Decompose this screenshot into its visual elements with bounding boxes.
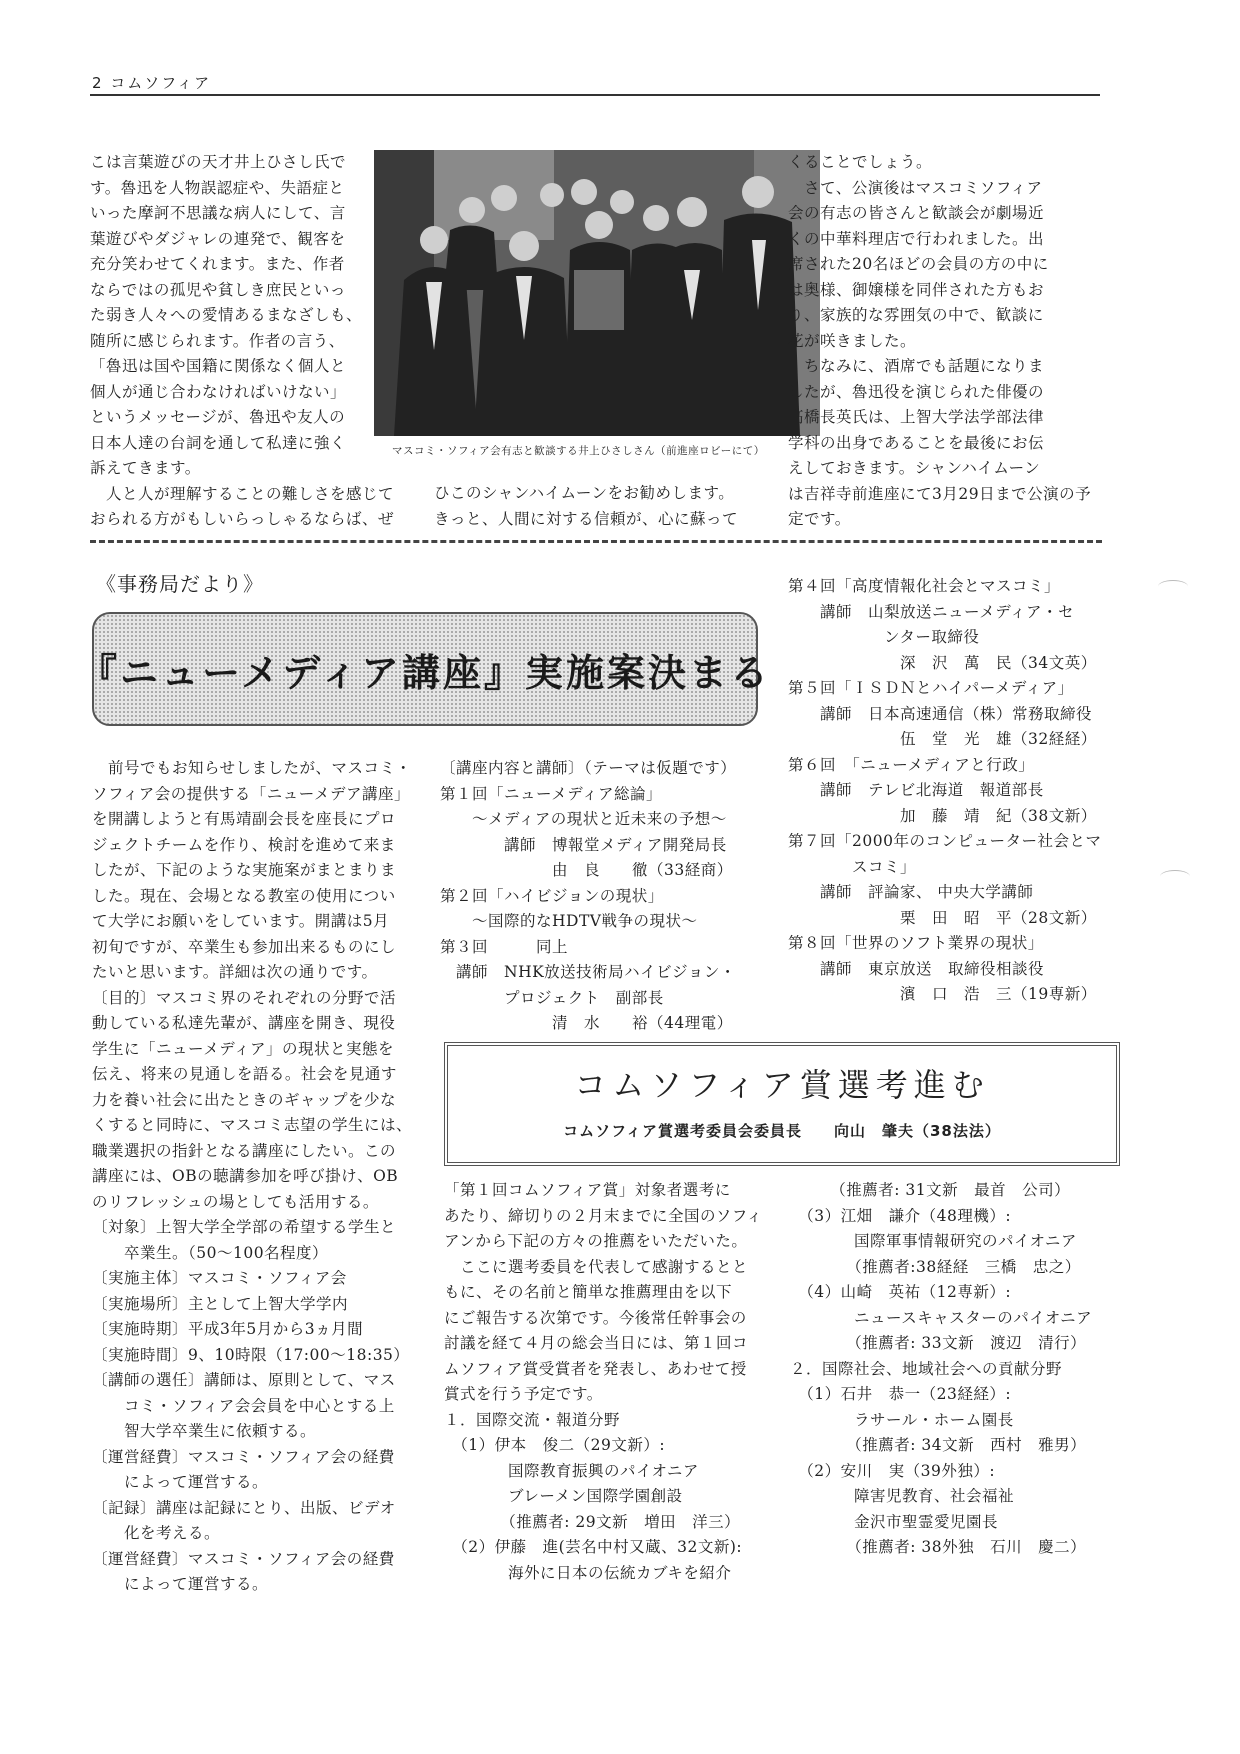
text-line: 化を考える。 <box>92 1524 221 1542</box>
text-line: 前号でもお知らせしましたが、マスコミ・ <box>92 759 412 777</box>
text-line: くの中華料理店で行われました。出 <box>788 229 1045 248</box>
text-line: 深 沢 萬 民（34文英） <box>788 653 1097 672</box>
text-line: 〜メディアの現状と近未来の予想〜 <box>440 810 727 828</box>
text-line: 清 水 裕（44理電） <box>440 1014 733 1032</box>
text-line: 学科の出身であることを最後にお伝 <box>788 433 1045 452</box>
text-line: 職業選択の指針となる講座にしたい。この <box>92 1141 397 1160</box>
text-line: 「魯迅は国や国籍に関係なく個人と <box>90 357 347 375</box>
text-line: 討議を経て４月の総会当日には、第１回コ <box>444 1334 749 1352</box>
text-line: り、家族的な雰囲気の中で、歓談に <box>788 306 1044 324</box>
text-line: 伝え、将来の見通しを語る。社会を見通す <box>92 1065 397 1083</box>
text-line: スコミ」 <box>788 857 917 876</box>
text-line: 花が咲きました。 <box>788 331 917 350</box>
text-line: 初旬ですが、卒業生も参加出来るものにし <box>92 937 397 956</box>
text-line: す。魯迅を人物誤認症や、失語症と <box>90 178 345 197</box>
text-line: 〔実施主体〕マスコミ・ソフィア会 <box>92 1269 347 1287</box>
text-line: ２．国際社会、地域社会への貢献分野 <box>790 1359 1063 1378</box>
text-line: 〔運営経費〕マスコミ・ソフィア会の経費 <box>92 1447 395 1466</box>
text-line: 高橋長英氏は、上智大学法学部法律 <box>788 408 1045 426</box>
margin-mark <box>1160 870 1190 883</box>
text-line: 金沢市聖霊愛児園長 <box>790 1512 999 1531</box>
text-line: 伍 堂 光 雄（32経経） <box>788 730 1097 748</box>
text-line: 〔運営経費〕マスコミ・ソフィア会の経費 <box>92 1549 395 1568</box>
top-article-col1 <box>90 150 394 533</box>
text-line: 第３回 同上 <box>440 937 569 956</box>
text-line: あたり、締切りの２月末までに全国のソフィ <box>444 1206 763 1225</box>
margin-mark <box>1158 580 1188 593</box>
text-line: ラサール・ホーム園長 <box>790 1410 1014 1429</box>
text-line: 個人が通じ合わなければいけない」 <box>90 382 347 401</box>
text-line: 第４回「高度情報化社会とマスコミ」 <box>788 577 1061 595</box>
text-line: 第２回「ハイビジョンの現状」 <box>440 886 664 905</box>
text-line: 充分笑わせてくれます。また、作者 <box>90 255 345 273</box>
text-line: ひこのシャンハイムーンをお勧めします。 <box>434 484 735 502</box>
text-line: 国際軍事情報研究のパイオニア <box>790 1232 1077 1250</box>
text-line: 講師 山梨放送ニューメディア・セ <box>788 602 1074 621</box>
text-line: 第８回「世界のソフト業界の現状」 <box>788 934 1044 952</box>
text-line: 力を養い社会に出たときのギャップを少な <box>92 1090 397 1109</box>
top-article-col2 <box>434 481 738 532</box>
text-line: 人と人が理解することの難しさを感じて <box>90 484 395 503</box>
text-line: 第６回 「ニューメディアと行政」 <box>788 755 1035 774</box>
text-line: 〔講師の選任〕講師は、原則として、マス <box>92 1371 396 1389</box>
text-line: したが、魯迅役を演じられた俳優の <box>788 382 1045 401</box>
headline-box <box>78 612 772 726</box>
lecture-col2 <box>440 756 736 1037</box>
text-line: えしておきます。シャンハイムーン <box>788 459 1041 477</box>
text-line: いった摩訶不思議な病人にして、言 <box>90 204 346 222</box>
text-line: ブレーメン国際学園創設 <box>444 1487 683 1505</box>
section-divider <box>90 540 1102 543</box>
text-line: 智大学卒業生に依頼する。 <box>92 1422 317 1440</box>
text-line: 〔対象〕上智大学全学部の希望する学生と <box>92 1218 397 1236</box>
text-line: （推薦者:38経経 三橋 忠之） <box>790 1257 1081 1276</box>
text-line: 〔目的〕マスコミ界のそれぞれの分野で活 <box>92 988 397 1007</box>
text-line: もに、その名前と簡単な推薦理由を以下 <box>444 1283 733 1301</box>
text-line: た弱き人々への愛情あるまなざしも、 <box>90 306 363 324</box>
text-line: ソフィア会の提供する「ニューメデア講座」 <box>92 784 410 803</box>
text-line: ならではの孤児や貧しき庶民といっ <box>90 280 346 299</box>
text-line: 海外に日本の伝統カブキを紹介 <box>444 1563 732 1582</box>
group-photo <box>374 150 820 436</box>
text-line: ニュースキャスターのパイオニア <box>790 1308 1093 1327</box>
text-line: 由 良 徹（33経商） <box>440 861 733 879</box>
text-line: 「第１回コムソフィア賞」対象者選考に <box>444 1181 731 1199</box>
text-line: 第１回「ニューメディア総論」 <box>440 784 662 803</box>
photo-caption: マスコミ・ソフィア会有志と歓談する井上ひさしさん（前進座ロビーにて） <box>392 445 765 457</box>
text-line: （推薦者: 31文新 最首 公司） <box>790 1181 1071 1199</box>
text-line: 〔講座内容と講師〕（テーマは仮題です） <box>440 759 737 777</box>
top-article-col3 <box>788 150 1091 533</box>
text-line: によって運営する。 <box>92 1473 269 1491</box>
text-line: 講師 日本高速通信（株）常務取締役 <box>788 704 1093 723</box>
text-line: にご報告する次第です。今後常任幹事会の <box>444 1308 747 1327</box>
text-line: （2）安川 実（39外独）: <box>790 1461 996 1480</box>
text-line: 〔実施時間〕9、10時限（17:00〜18:35） <box>92 1345 410 1364</box>
text-line: した。現在、会場となる教室の使用につい <box>92 886 396 905</box>
text-line: さて、公演後はマスコミソフィア <box>788 178 1043 197</box>
award-col1 <box>444 1178 762 1586</box>
award-col2 <box>790 1178 1092 1561</box>
text-line: したが、下記のような実施案がまとまりま <box>92 861 397 879</box>
text-line: 定です。 <box>788 510 851 528</box>
text-line: 国際教育振興のパイオニア <box>444 1461 699 1480</box>
section-label: 《事務局だより》 <box>96 572 264 596</box>
headline: 『ニューメディア講座』実施案決まる <box>78 650 772 695</box>
text-line: （推薦者: 38外独 石川 慶二） <box>790 1538 1087 1556</box>
text-line: （推薦者: 33文新 渡辺 清行） <box>790 1334 1087 1352</box>
text-line: というメッセージが、魯迅や友人の <box>90 408 346 426</box>
text-line: 障害児教育、社会福祉 <box>790 1487 1015 1505</box>
text-line: たいと思います。詳細は次の通りです。 <box>92 963 378 981</box>
text-line: （推薦者: 34文新 西村 雅男） <box>790 1436 1087 1454</box>
text-line: （4）山崎 英祐（12専新）: <box>790 1283 1012 1301</box>
text-line: ここに選考委員を代表して感謝するとと <box>444 1257 749 1276</box>
text-line: によって運営する。 <box>92 1575 269 1593</box>
award-subtitle: コムソフィア賞選考委員会委員長 向山 肇夫（38法法） <box>563 1122 1001 1140</box>
text-line: 随所に感じられます。作者の言う、 <box>90 331 345 350</box>
text-line: こは言葉遊びの天才井上ひさし氏で <box>90 153 347 171</box>
award-title: コムソフィア賞選考進む <box>574 1066 990 1104</box>
text-line: て大学にお願いをしています。開講は5月 <box>92 912 390 930</box>
text-line: （3）江畑 謙介（48理機）: <box>790 1206 1012 1225</box>
text-line: 日本人達の台詞を通して私達に強く <box>90 433 347 452</box>
text-line: 〔記録〕講座は記録にとり、出版、ビデオ <box>92 1498 396 1517</box>
text-line: 卒業生。（50〜100名程度） <box>92 1243 329 1262</box>
text-line: 会の有志の皆さんと歓談会が劇場近 <box>788 204 1045 222</box>
award-box <box>444 1042 1120 1166</box>
text-line: 講師 NHK放送技術局ハイビジョン・ <box>440 963 736 981</box>
text-line: を開講しようと有馬靖副会長を座長にプロ <box>92 810 397 828</box>
text-line: 第７回「2000年のコンピューター社会とマ <box>788 832 1102 850</box>
text-line: ジェクトチームを作り、検討を進めて来ま <box>92 835 396 854</box>
text-line: 席された20名ほどの会員の方の中に <box>788 255 1049 273</box>
text-line: 〜国際的なHDTV戦争の現状〜 <box>440 912 698 930</box>
text-line: 動している私達先輩が、講座を開き、現役 <box>92 1014 396 1032</box>
header-rule <box>90 94 1100 96</box>
text-line: 講師 博報堂メディア開発局長 <box>440 835 727 854</box>
text-line: プロジェクト 副部長 <box>440 988 664 1007</box>
text-line: 〔実施場所〕主として上智大学学内 <box>92 1294 349 1313</box>
text-line: （1）伊本 俊二（29文新）: <box>444 1436 666 1454</box>
text-line: アンから下記の方々の推薦をいただいた。 <box>444 1232 748 1250</box>
text-line: 栗 田 昭 平（28文新） <box>788 908 1097 927</box>
text-line: １．国際交流・報道分野 <box>444 1410 621 1429</box>
text-line: 講座には、OBの聴講参加を呼び掛け、OB <box>92 1167 399 1185</box>
text-line: コミ・ソフィア会会員を中心とする上 <box>92 1396 395 1415</box>
page-header: 2 コムソフィア <box>92 74 212 92</box>
text-line: ンター取締役 <box>788 628 980 646</box>
text-line: くすると同時に、マスコミ志望の学生には、 <box>92 1116 413 1134</box>
lecture-col1 <box>92 756 412 1598</box>
text-line: （1）石井 恭一（23経経）: <box>790 1385 1012 1403</box>
text-line: 加 藤 靖 紀（38文新） <box>788 806 1097 825</box>
text-line: おられる方がもしいらっしゃるならば、ぜ <box>90 510 395 528</box>
text-line: （2）伊藤 進(芸名中村又蔵、32文新): <box>444 1538 743 1556</box>
text-line: 賞式を行う予定です。 <box>444 1385 603 1403</box>
text-line: は吉祥寺前進座にて3月29日まで公演の予 <box>788 484 1092 503</box>
text-line: くることでしょう。 <box>788 153 933 171</box>
text-line: （推薦者: 29文新 増田 洋三） <box>444 1512 741 1531</box>
text-line: 講師 評論家、 中央大学講師 <box>788 883 1034 901</box>
text-line: 濱 口 浩 三（19専新） <box>788 985 1097 1003</box>
text-line: 訴えてきます。 <box>90 459 201 477</box>
text-line: 〔実施時期〕平成3年5月から3ヵ月間 <box>92 1320 364 1338</box>
text-line: 講師 東京放送 取締役相談役 <box>788 959 1045 978</box>
text-line: 講師 テレビ北海道 報道部長 <box>788 781 1044 799</box>
text-line: きっと、人間に対する信頼が、心に蘇って <box>434 509 739 528</box>
text-line: は奥様、御嬢様を同伴された方もお <box>788 280 1045 299</box>
text-line: ムソフィア賞受賞者を発表し、あわせて授 <box>444 1359 747 1378</box>
text-line: 第５回「ＩＳＤＮとハイパーメディア」 <box>788 679 1074 697</box>
text-line: 学生に「ニューメディア」の現状と実態を <box>92 1039 394 1058</box>
group-photo-image <box>374 150 820 436</box>
text-line: 葉遊びやダジャレの連発で、観客を <box>90 229 346 248</box>
text-line: ちなみに、酒席でも話題になりま <box>788 357 1045 375</box>
lecture-col3 <box>788 574 1101 1008</box>
text-line: のリフレッシュの場としても活用する。 <box>92 1192 379 1211</box>
